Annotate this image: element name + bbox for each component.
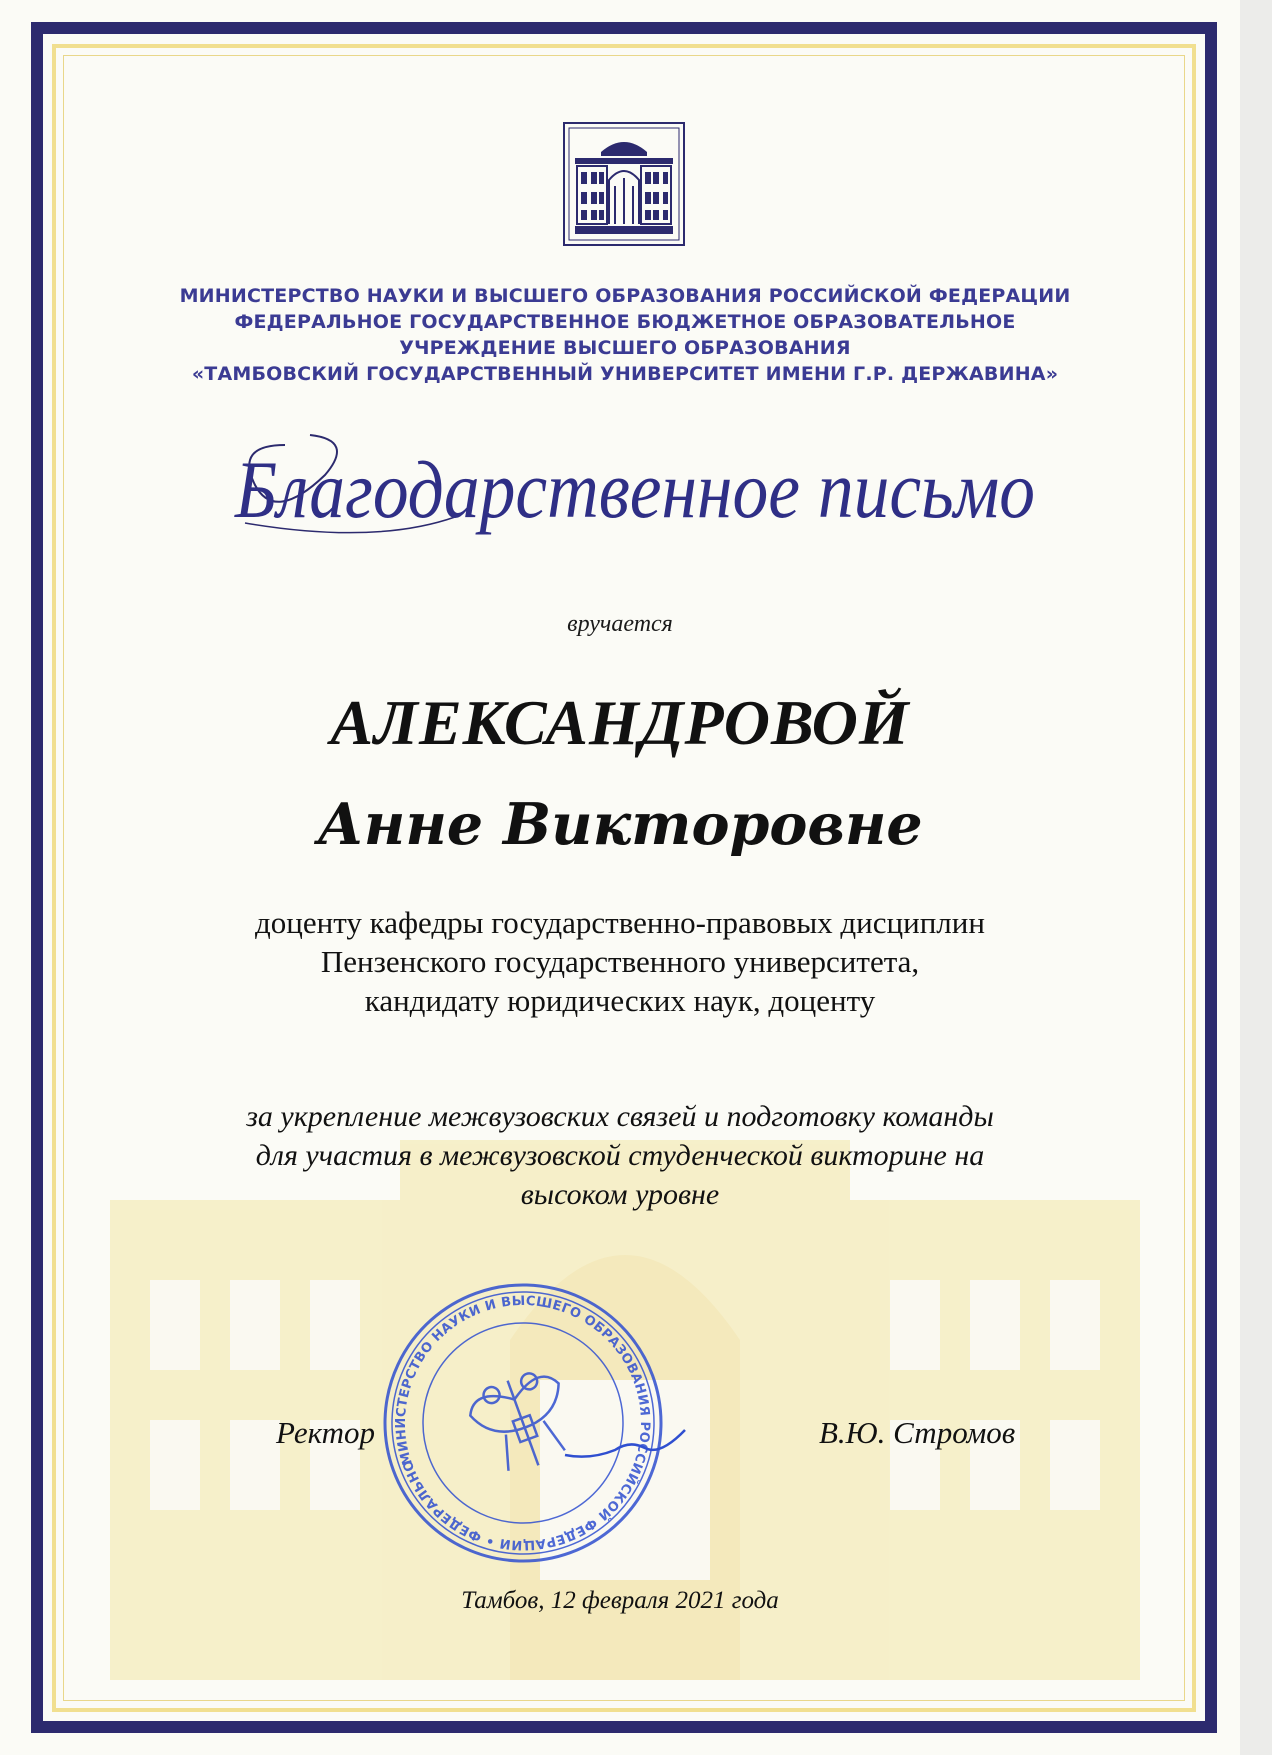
recipient-position [0, 903, 1240, 1020]
header-line-3: УЧРЕЖДЕНИЕ ВЫСШЕГО ОБРАЗОВАНИЯ [399, 337, 851, 359]
ministry-header [100, 283, 1150, 387]
university-logo [563, 122, 685, 246]
header-line-2: ФЕДЕРАЛЬНОЕ ГОСУДАРСТВЕННОЕ БЮДЖЕТНОЕ ОБРАЗОВАТЕЛЬНОЕ [234, 311, 1016, 333]
position-line: Пензенского государственного университета, [320, 944, 920, 979]
presented-label: вручается [567, 611, 673, 637]
award-reason [0, 1097, 1240, 1214]
reason-line: для участия в межвузовской студенческой викторине на [255, 1139, 985, 1172]
signatory-name: В.Ю. Стромов [819, 1415, 1016, 1450]
scan-margin [1240, 0, 1272, 1755]
place-and-date: Тамбов, 12 февраля 2021 года [461, 1587, 779, 1614]
reason-line: высоком уровне [520, 1178, 720, 1211]
position-line: доценту кафедры государственно-правовых дисциплин [255, 905, 985, 940]
header-line-4: «ТАМБОВСКИЙ ГОСУДАРСТВЕННЫЙ УНИВЕРСИТЕТ ИМЕНИ Г.Р. ДЕРЖАВИНА» [191, 363, 1059, 385]
recipient-surname: АЛЕКСАНДРОВОЙ [330, 687, 910, 758]
document-title [215, 405, 1075, 555]
handwritten-signature [560, 1410, 690, 1470]
position-line: кандидату юридических наук, доценту [364, 983, 876, 1018]
title-text: Благодарственное письмо [234, 444, 1035, 535]
seal-text: МИНИСТЕРСТВО НАУКИ И ВЫСШЕГО ОБРАЗОВАНИЯ РОССИЙСКОЙ ФЕДЕРАЦИИ • ФЕДЕРАЛЬНОЕ [393, 1293, 653, 1553]
reason-line: за укрепление межвузовских связей и подготовку команды [246, 1100, 994, 1133]
header-line-1: МИНИСТЕРСТВО НАУКИ И ВЫСШЕГО ОБРАЗОВАНИЯ РОССИЙСКОЙ ФЕДЕРАЦИИ [179, 285, 1071, 307]
signatory-role: Ректор [276, 1415, 376, 1450]
recipient-given-names: Анне Викторовне [317, 791, 923, 858]
